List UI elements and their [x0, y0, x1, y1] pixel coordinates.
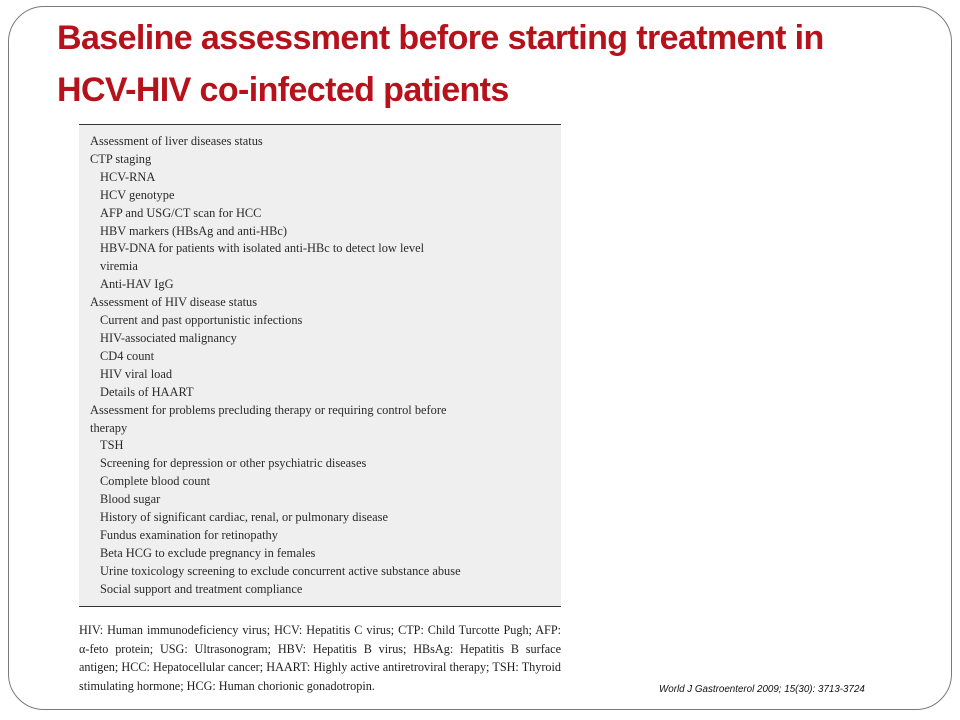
list-item: History of significant cardiac, renal, or pulmonary disease: [100, 510, 388, 525]
list-item: CD4 count: [100, 348, 155, 363]
table-footnote: HIV: Human immunodeficiency virus; HCV: Hepatitis C virus; CTP: Child Turcotte Pugh; AFP: α-feto protein; USG: Ultrasonogram; HBV: Hepatitis B virus; HBsAg: Hepatitis B surface antigen; HCC: Hepatocellular cancer; HAART: Highly active antiretroviral therapy; TSH: Thyroid stimulating hormone; HCG: Human chorionic gonadotropin.: [79, 623, 561, 693]
list-item: Social support and treatment compliance: [100, 581, 303, 596]
list-item: Fundus examination for retinopathy: [100, 527, 278, 542]
list-item: Assessment of HIV disease status: [90, 295, 258, 310]
assessment-table: [79, 124, 561, 607]
list-item: HCV genotype: [100, 187, 175, 202]
list-item: therapy: [90, 420, 128, 435]
list-item: TSH: [100, 438, 124, 453]
list-item: Screening for depression or other psychiatric diseases: [100, 456, 367, 471]
citation: World J Gastroenterol 2009; 15(30): 3713-3724: [659, 684, 865, 695]
list-item: Urine toxicology screening to exclude concurrent active substance abuse: [100, 563, 461, 578]
list-item: HBV markers (HBsAg and anti-HBc): [100, 223, 287, 238]
list-item: Current and past opportunistic infections: [100, 313, 303, 328]
list-item: HIV viral load: [100, 366, 173, 381]
list-item: HCV-RNA: [100, 169, 156, 184]
list-item: Blood sugar: [100, 492, 161, 507]
list-item: HBV-DNA for patients with isolated anti-HBc to detect low level: [100, 241, 425, 256]
slide-title: [57, 12, 937, 116]
list-item: AFP and USG/CT scan for HCC: [100, 205, 262, 220]
list-item: Assessment of liver diseases status: [90, 134, 263, 148]
list-item: viremia: [100, 259, 138, 274]
list-item: Beta HCG to exclude pregnancy in females: [100, 545, 316, 560]
title-line-1: Baseline assessment before starting treatment in: [57, 19, 824, 57]
assessment-list: [79, 125, 561, 599]
list-item: CTP staging: [90, 151, 152, 166]
list-item: Anti-HAV IgG: [100, 277, 174, 292]
list-item: Details of HAART: [100, 384, 194, 399]
list-item: Assessment for problems precluding therapy or requiring control before: [90, 402, 447, 417]
list-item: HIV-associated malignancy: [100, 330, 237, 345]
title-line-2: HCV-HIV co-infected patients: [57, 71, 509, 109]
list-item: Complete blood count: [100, 474, 211, 489]
